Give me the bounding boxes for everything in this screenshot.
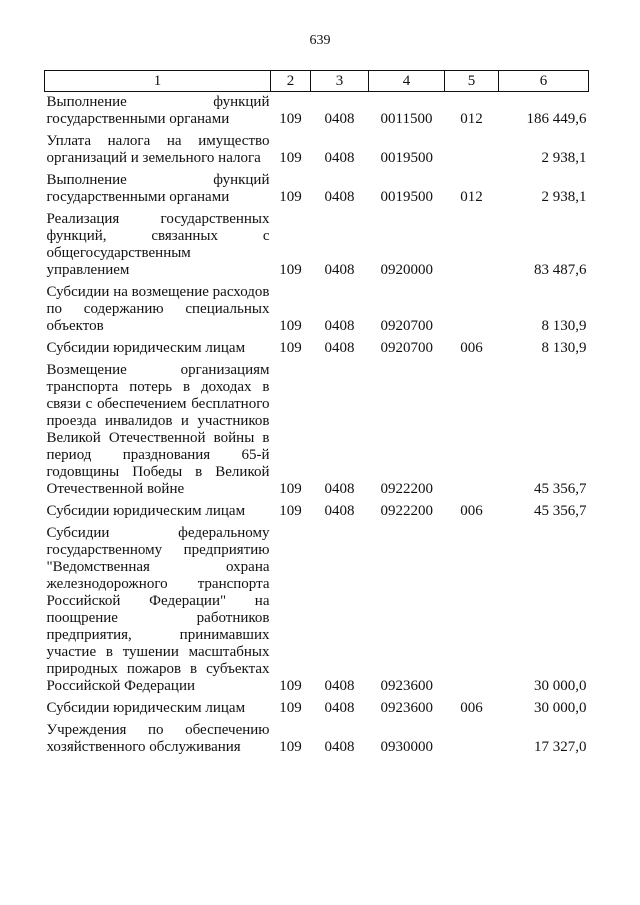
- row-description: Учреждения по обеспечению хозяйственного обслуживания: [46, 722, 270, 755]
- row-type-code: 012: [460, 111, 483, 127]
- row-type-code: 012: [460, 189, 483, 205]
- row-description: Субсидии федеральному государственному предприятию "Ведомственная охрана железнодорожного транспорта Российской Федерации" на поощрение работников предприятия, принимавших участие в тушении масштабных природных пожаров в субъектах Российской Федерации: [46, 525, 270, 694]
- table-row: [45, 359, 589, 500]
- row-publisher-code: 109: [279, 262, 302, 278]
- row-amount: 30 000,0: [534, 678, 587, 694]
- row-section-code: 0408: [324, 262, 355, 278]
- row-amount: 45 356,7: [534, 503, 587, 519]
- row-publisher-code: 109: [279, 111, 302, 127]
- column-header-3: 3: [311, 71, 369, 92]
- row-amount: 186 449,6: [526, 111, 587, 127]
- row-publisher-code: 109: [279, 318, 302, 334]
- table-row: [45, 697, 589, 719]
- table-row: [45, 169, 589, 208]
- table-row: [45, 92, 589, 131]
- row-section-code: 0408: [324, 189, 355, 205]
- row-description: Субсидии юридическим лицам: [46, 700, 246, 716]
- row-description: Субсидии юридическим лицам: [46, 340, 246, 356]
- row-publisher-code: 109: [279, 481, 302, 497]
- row-description: Выполнение функций государственными органами: [46, 94, 270, 127]
- budget-table: [44, 70, 589, 758]
- row-amount: 83 487,6: [534, 262, 587, 278]
- row-section-code: 0408: [324, 111, 355, 127]
- column-header-2: 2: [271, 71, 311, 92]
- row-type-code: [445, 719, 499, 758]
- row-publisher-code: 109: [279, 503, 302, 519]
- row-amount: 8 130,9: [541, 318, 587, 334]
- row-publisher-code: 109: [279, 150, 302, 166]
- row-amount: 45 356,7: [534, 481, 587, 497]
- row-type-code: [445, 208, 499, 281]
- row-target-code: 0920700: [380, 318, 433, 334]
- row-description: Выполнение функций государственными органами: [46, 172, 270, 205]
- row-target-code: 0920000: [380, 262, 433, 278]
- row-type-code: [445, 522, 499, 697]
- row-publisher-code: 109: [279, 340, 302, 356]
- row-section-code: 0408: [324, 700, 355, 716]
- row-description: Реализация государственных функций, связанных с общегосударственным управлением: [46, 211, 270, 278]
- row-amount: 30 000,0: [534, 700, 587, 716]
- row-target-code: 0011500: [380, 111, 433, 127]
- row-publisher-code: 109: [279, 700, 302, 716]
- row-type-code: 006: [460, 503, 483, 519]
- table-header-row: [45, 71, 589, 92]
- row-type-code: [445, 130, 499, 169]
- column-header-1: 1: [45, 71, 271, 92]
- row-target-code: 0922200: [380, 481, 433, 497]
- row-section-code: 0408: [324, 318, 355, 334]
- row-publisher-code: 109: [279, 739, 302, 755]
- table-row: [45, 500, 589, 522]
- row-type-code: [445, 359, 499, 500]
- row-description: Субсидии на возмещение расходов по содержанию специальных объектов: [46, 284, 270, 334]
- row-description: Субсидии юридическим лицам: [46, 503, 246, 519]
- row-target-code: 0923600: [380, 678, 433, 694]
- row-section-code: 0408: [324, 340, 355, 356]
- row-amount: 8 130,9: [541, 340, 587, 356]
- row-type-code: 006: [460, 340, 483, 356]
- page-number: 639: [309, 33, 331, 48]
- row-publisher-code: 109: [279, 189, 302, 205]
- table-row: [45, 281, 589, 337]
- column-header-4: 4: [369, 71, 445, 92]
- column-header-6: 6: [499, 71, 589, 92]
- row-target-code: 0019500: [380, 150, 433, 166]
- column-header-5: 5: [445, 71, 499, 92]
- row-publisher-code: 109: [279, 678, 302, 694]
- table-row: [45, 208, 589, 281]
- row-section-code: 0408: [324, 150, 355, 166]
- row-section-code: 0408: [324, 739, 355, 755]
- table-row: [45, 522, 589, 697]
- row-amount: 2 938,1: [541, 189, 587, 205]
- row-section-code: 0408: [324, 481, 355, 497]
- row-target-code: 0922200: [380, 503, 433, 519]
- row-description: Уплата налога на имущество организаций и земельного налога: [46, 133, 270, 166]
- row-description: Возмещение организациям транспорта потерь в доходах в связи с обеспечением бесплатного проезда инвалидов и участников Великой Отечественной войны в период празднования 65-й годовщины Победы в Великой Отечественной войне: [46, 362, 270, 497]
- row-type-code: [445, 281, 499, 337]
- row-target-code: 0920700: [380, 340, 433, 356]
- table-row: [45, 719, 589, 758]
- row-section-code: 0408: [324, 503, 355, 519]
- table-row: [45, 337, 589, 359]
- table-row: [45, 130, 589, 169]
- row-section-code: 0408: [324, 678, 355, 694]
- row-amount: 17 327,0: [534, 739, 587, 755]
- row-target-code: 0019500: [380, 189, 433, 205]
- row-target-code: 0923600: [380, 700, 433, 716]
- row-target-code: 0930000: [380, 739, 433, 755]
- row-type-code: 006: [460, 700, 483, 716]
- row-amount: 2 938,1: [541, 150, 587, 166]
